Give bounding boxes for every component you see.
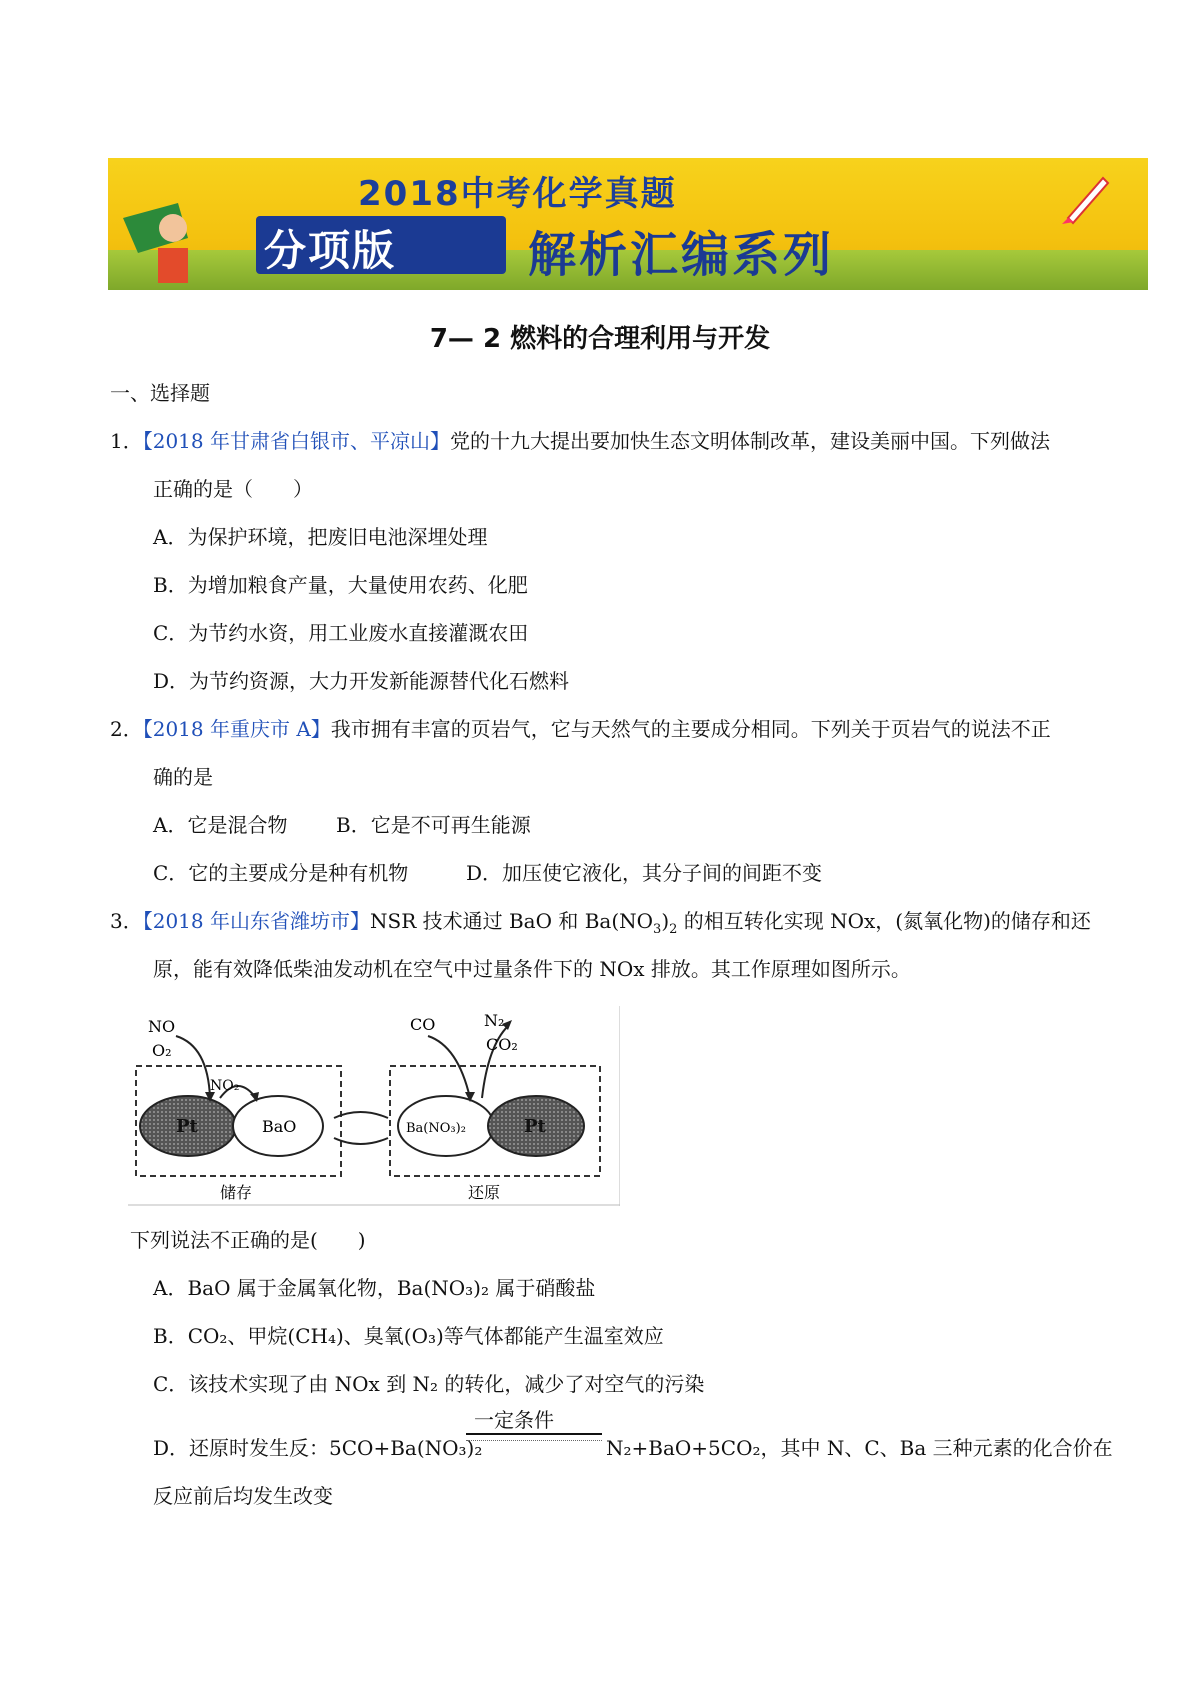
subscript: 2	[669, 922, 678, 937]
reaction-condition: 一定条件	[474, 1408, 554, 1432]
option-c: C．为节约水资，用工业废水直接灌溉农田	[153, 621, 529, 645]
label-store: 储存	[220, 1183, 253, 1202]
option-d: D．为节约资源，大力开发新能源替代化石燃料	[153, 669, 570, 693]
question-source: 【2018 年山东省潍坊市】	[142, 909, 370, 933]
option-a: A．为保护环境，把废旧电池深埋处理	[153, 525, 488, 549]
question-2-line-2: 确的是	[153, 765, 213, 789]
question-3-line-2: 原，能有效降低柴油发动机在空气中过量条件下的 NOx 排放。其工作原理如图所示。	[153, 957, 911, 981]
question-3-line-1	[110, 907, 1091, 944]
rocket-icon	[1058, 168, 1118, 228]
cycle-arrow-bottom	[334, 1138, 388, 1144]
option-d: D．加压使它液化，其分子间的间距不变	[466, 861, 823, 885]
option-c: C．它的主要成分是种有机物	[153, 861, 409, 885]
question-source: 【2018 年甘肃省白银市、平凉山】	[142, 429, 450, 453]
label-pt-left: Pt	[176, 1116, 198, 1137]
cartoon-student-icon	[118, 198, 208, 288]
question-text-a: NSR 技术通过 BaO 和 Ba(NO	[370, 909, 654, 933]
label-no2: NO₂	[210, 1078, 240, 1094]
label-no: NO	[148, 1017, 176, 1036]
option-d-left: D．还原时发生反：5CO+Ba(NO₃)₂	[153, 1436, 483, 1460]
section-heading: 一、选择题	[110, 381, 210, 405]
question-1-line-1	[110, 427, 1050, 455]
page-title: 7— 2 燃料的合理利用与开发	[429, 324, 771, 354]
question-text-c: )	[661, 909, 670, 933]
question-text: 党的十九大提出要加快生态文明体制改革，建设美丽中国。下列做法	[450, 429, 1050, 453]
label-o2: O₂	[152, 1041, 172, 1060]
option-d-right: N₂+BaO+5CO₂，其中 N、C、Ba 三种元素的化合价在	[606, 1436, 1113, 1460]
option-d-line-2: 反应前后均发生改变	[153, 1484, 333, 1508]
question-3-stem: 下列说法不正确的是( )	[130, 1228, 366, 1252]
option-b: B．CO₂、甲烷(CH₄)、臭氧(O₃)等气体都能产生温室效应	[153, 1324, 664, 1348]
cycle-arrow-top	[334, 1112, 388, 1118]
label-co2: CO₂	[486, 1035, 518, 1054]
banner-tag: 分项版	[264, 226, 397, 275]
question-number: 2．	[110, 717, 143, 741]
option-b: B．它是不可再生能源	[336, 813, 531, 837]
question-source: 【2018 年重庆市 A】	[142, 717, 331, 741]
question-number: 3．	[110, 909, 143, 933]
label-n2: N₂	[484, 1011, 505, 1030]
banner-main-title: 解析汇编系列	[528, 227, 835, 283]
option-b: B．为增加粮食产量，大量使用农药、化肥	[153, 573, 528, 597]
question-1-line-2: 正确的是（ ）	[153, 477, 313, 501]
nsr-principle-diagram	[128, 1006, 620, 1206]
banner-year-title: 2018中考化学真题	[358, 174, 677, 214]
option-a: A．它是混合物	[153, 813, 288, 837]
question-text: 我市拥有丰富的页岩气，它与天然气的主要成分相同。下列关于页岩气的说法不正	[330, 717, 1051, 741]
subscript: 3	[653, 922, 662, 937]
question-text-e: 的相互转化实现 NOx，(氮氧化物)的储存和还	[677, 909, 1091, 933]
label-bano3: Ba(NO₃)₂	[406, 1121, 466, 1136]
label-co: CO	[410, 1015, 436, 1034]
header-banner	[108, 158, 1148, 290]
option-a: A．BaO 属于金属氧化物，Ba(NO₃)₂ 属于硝酸盐	[153, 1276, 596, 1300]
label-reduce: 还原	[468, 1183, 501, 1202]
question-2-line-1	[110, 715, 1051, 743]
question-number: 1．	[110, 429, 143, 453]
label-pt-right: Pt	[524, 1116, 546, 1137]
reaction-arrow-bar	[466, 1433, 602, 1435]
reaction-arrow-underline	[466, 1440, 602, 1441]
option-c: C．该技术实现了由 NOx 到 N₂ 的转化，减少了对空气的污染	[153, 1372, 705, 1396]
label-bao: BaO	[262, 1117, 297, 1136]
